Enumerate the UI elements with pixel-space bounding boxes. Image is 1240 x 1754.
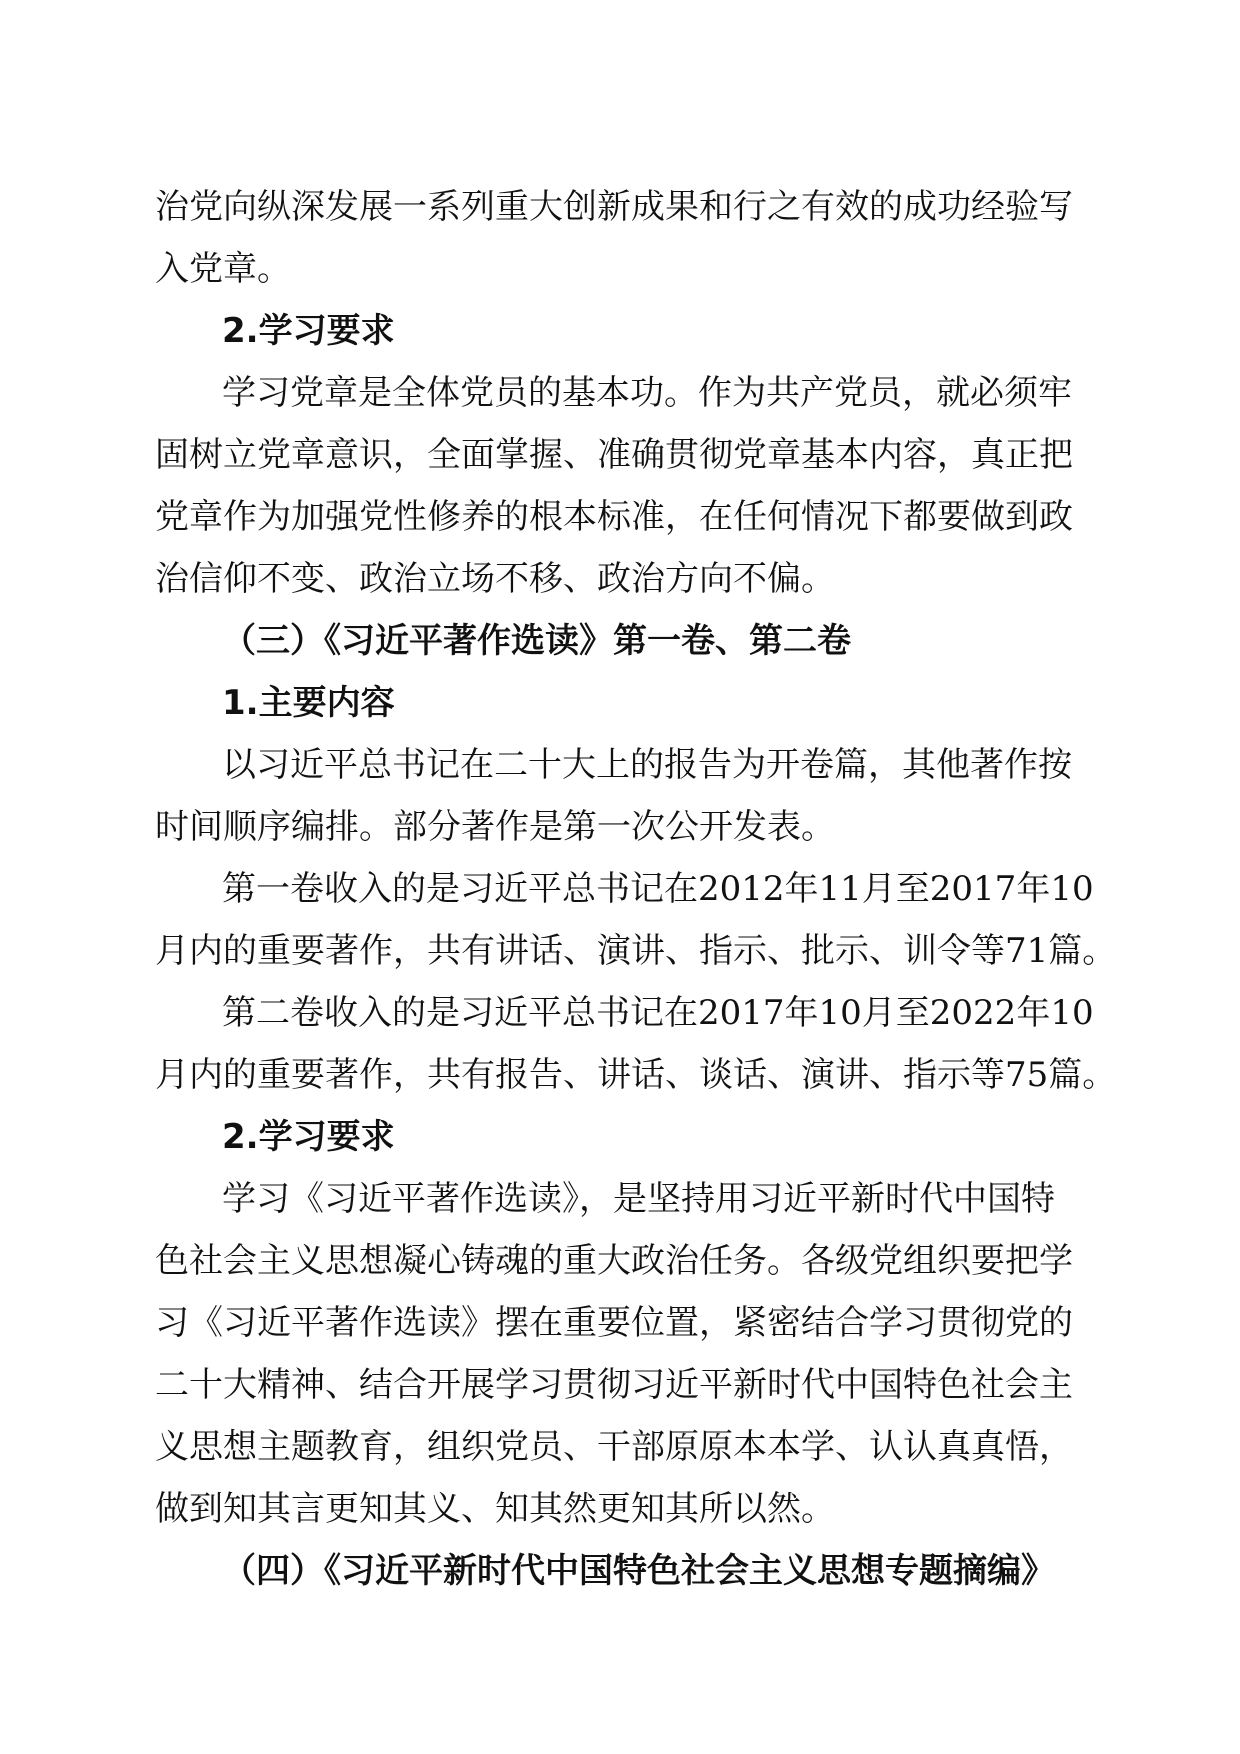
subheading-main-content: 1.主要内容 — [222, 683, 395, 723]
paragraph-line: 习《习近平著作选读》摆在重要位置，紧密结合学习贯彻党的 — [155, 1303, 1073, 1343]
paragraph-line: 月内的重要著作，共有报告、讲话、谈话、演讲、指示等75篇。 — [155, 1055, 1117, 1095]
paragraph-line: 固树立党章意识，全面掌握、准确贯彻党章基本内容，真正把 — [155, 435, 1073, 475]
paragraph-line: 学习《习近平著作选读》，是坚持用习近平新时代中国特 — [222, 1179, 1055, 1219]
paragraph-line: 第二卷收入的是习近平总书记在2017年10月至2022年10 — [222, 993, 1094, 1033]
paragraph-line: 做到知其言更知其义、知其然更知其所以然。 — [155, 1489, 835, 1529]
paragraph-line: 二十大精神、结合开展学习贯彻习近平新时代中国特色社会主 — [155, 1365, 1073, 1405]
paragraph-line: 义思想主题教育，组织党员、干部原原本本学、认认真真悟， — [155, 1427, 1073, 1467]
paragraph-line: 治信仰不变、政治立场不移、政治方向不偏。 — [155, 559, 835, 599]
paragraph-line: 色社会主义思想凝心铸魂的重大政治任务。各级党组织要把学 — [155, 1241, 1073, 1281]
paragraph-line: 以习近平总书记在二十大上的报告为开卷篇，其他著作按 — [222, 745, 1072, 785]
paragraph-line: 时间顺序编排。部分著作是第一次公开发表。 — [155, 807, 835, 847]
paragraph-line: 学习党章是全体党员的基本功。作为共产党员，就必须牢 — [222, 373, 1072, 413]
paragraph-line: 党章作为加强党性修养的根本标准，在任何情况下都要做到政 — [155, 497, 1073, 537]
section-heading-three: （三）《习近平著作选读》第一卷、第二卷 — [222, 621, 851, 661]
paragraph-line: 入党章。 — [155, 249, 291, 289]
paragraph-line: 治党向纵深发展一系列重大创新成果和行之有效的成功经验写 — [155, 187, 1073, 227]
subheading-learning-requirements: 2.学习要求 — [222, 311, 395, 351]
paragraph-line: 月内的重要著作，共有讲话、演讲、指示、批示、训令等71篇。 — [155, 931, 1117, 971]
section-heading-four: （四）《习近平新时代中国特色社会主义思想专题摘编》 — [222, 1551, 1055, 1591]
paragraph-line: 第一卷收入的是习近平总书记在2012年11月至2017年10 — [222, 869, 1094, 909]
subheading-learning-requirements-2: 2.学习要求 — [222, 1117, 395, 1157]
